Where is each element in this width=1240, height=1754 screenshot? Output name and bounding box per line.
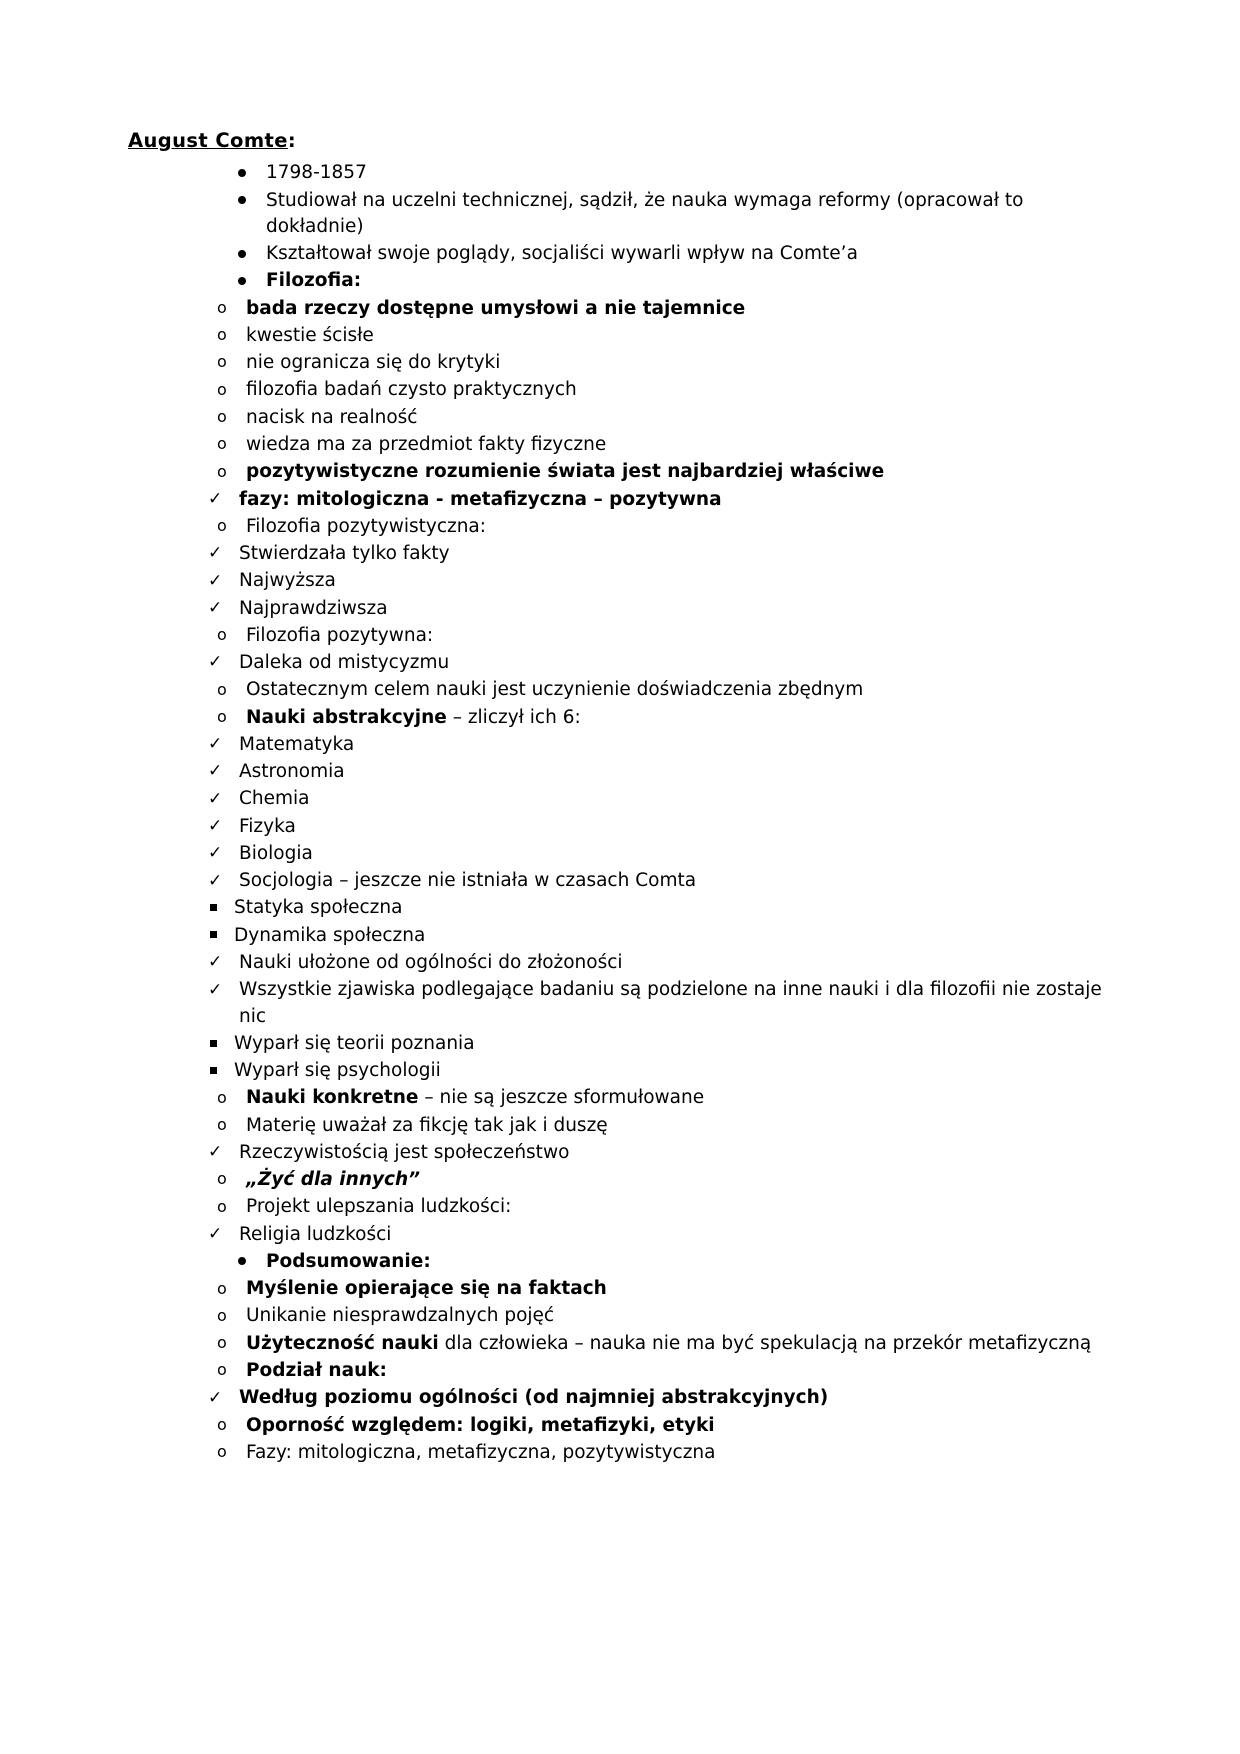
- bullet-level-3-icon: ✓: [208, 1142, 223, 1163]
- outline-item-text: Daleka od mistycyzmu: [239, 652, 450, 674]
- outline-item-text: Astronomia: [239, 761, 345, 783]
- outline-item: [212, 1413, 1120, 1439]
- bullet-level-4-icon: [210, 1067, 217, 1074]
- outline-item: [212, 1113, 1120, 1139]
- bullet-level-2-icon: o: [217, 1414, 227, 1434]
- bullet-level-2-icon: o: [217, 516, 227, 536]
- bullet-level-2-icon: o: [217, 297, 227, 317]
- outline-item: [212, 1276, 1120, 1302]
- outline-item-text: pozytywistyczne rozumienie świata jest najbardziej właściwe: [246, 461, 885, 483]
- outline-item: [212, 323, 1120, 349]
- outline-item-lead: Nauki konkretne: [246, 1087, 419, 1109]
- outline-item-text: Projekt ulepszania ludzkości:: [246, 1196, 512, 1218]
- bullet-level-3-icon: ✓: [208, 1224, 223, 1244]
- outline-item-text: kwestie ścisłe: [246, 324, 374, 346]
- bullet-level-2-icon: o: [217, 352, 227, 372]
- outline-item-text: Najprawdziwsza: [239, 597, 388, 619]
- outline-level-3: [128, 1140, 1120, 1166]
- bullet-level-3-icon: ✓: [208, 652, 223, 673]
- outline-item: [206, 786, 1120, 812]
- outline-item: [206, 814, 1120, 840]
- outline-item-text: fazy: mitologiczna - metafizyczna – pozytywna: [239, 488, 722, 510]
- bullet-level-2-icon: o: [217, 1114, 227, 1134]
- bullet-level-3-icon: ✓: [208, 734, 223, 755]
- outline-item: [202, 895, 1120, 921]
- outline-level-3: [128, 650, 1120, 676]
- outline-item: [202, 1031, 1120, 1057]
- outline-level-3: [128, 732, 1120, 1084]
- outline-level-2: [128, 296, 1120, 1248]
- outline-item: [232, 188, 1120, 241]
- outline-item-text: Filozofia pozytywna:: [246, 624, 434, 646]
- bullet-level-2-icon: o: [217, 434, 227, 454]
- outline-item-text: Najwyższa: [239, 570, 336, 592]
- outline-item-text: Kształtował swoje poglądy, socjaliści wywarli wpływ na Comte’a: [266, 243, 858, 265]
- outline-item-text: Podział nauk:: [246, 1360, 387, 1381]
- outline-item-text: Podsumowanie:: [266, 1250, 431, 1272]
- outline-level-4: [128, 895, 1120, 949]
- bullet-level-2-icon: o: [217, 1196, 227, 1216]
- outline-item: [212, 1440, 1120, 1466]
- outline-item-text: Fazy: mitologiczna, metafizyczna, pozytywistyczna: [246, 1441, 716, 1463]
- outline-item-text: Socjologia – jeszcze nie istniała w czasach Comta: [239, 870, 697, 892]
- outline-item-text: Biologia: [239, 842, 313, 864]
- outline-item: [212, 1167, 1120, 1193]
- outline-item: [212, 296, 1120, 322]
- bullet-level-3-icon: ✓: [208, 843, 223, 864]
- bullet-level-3-icon: ✓: [208, 870, 223, 891]
- outline-item: [232, 241, 1120, 267]
- outline-item-text: Myślenie opierające się na faktach: [246, 1278, 607, 1300]
- outline-item-text: Według poziomu ogólności (od najmniej abstrakcyjnych): [239, 1387, 829, 1409]
- outline-item-text: Studiował na uczelni technicznej, sądził, że nauka wymaga reformy (opracował to dokładnie): [266, 189, 1024, 237]
- outline-item-text: nie ogranicza się do krytyki: [246, 352, 501, 374]
- outline-item-text: filozofia badań czysto praktycznych: [246, 379, 577, 401]
- outline-item-text: Matematyka: [239, 733, 355, 755]
- outline-item-text: bada rzeczy dostępne umysłowi a nie tajemnice: [246, 297, 746, 319]
- outline-item: [206, 568, 1120, 594]
- bullet-level-2-icon: o: [217, 679, 227, 699]
- outline-item: [212, 459, 1120, 485]
- outline-item: [212, 514, 1120, 540]
- outline-item-text: Materię uważał za fikcję tak jak i duszę: [246, 1114, 608, 1136]
- outline-level-3: [128, 541, 1120, 622]
- outline-item-text: „Żyć dla innych”: [246, 1169, 421, 1191]
- outline-item-text: 1798-1857: [266, 162, 367, 184]
- outline-item: [212, 1303, 1120, 1329]
- outline-item-text: Filozofia pozytywistyczna:: [246, 515, 487, 537]
- bullet-level-2-icon: o: [217, 625, 227, 645]
- bullet-level-3-icon: ✓: [208, 543, 223, 564]
- outline-item-text: Wszystkie zjawiska podlegające badaniu są podzielone na inne nauki i dla filozofii nie zostaje nic: [239, 979, 1102, 1027]
- outline-item: [212, 350, 1120, 376]
- bullet-level-2-icon: o: [217, 379, 227, 399]
- outline-item-text: Ostatecznym celem nauki jest uczynienie doświadczenia zbędnym: [246, 679, 864, 701]
- outline-item: [206, 1222, 1120, 1248]
- outline-item-text: Wyparł się teorii poznania: [234, 1032, 475, 1054]
- outline-level-3: [128, 1385, 1120, 1411]
- bullet-level-2-icon: o: [217, 1169, 227, 1189]
- bullet-level-3-icon: ✓: [208, 952, 223, 973]
- bullet-level-3-icon: ✓: [208, 570, 223, 591]
- outline-item: [206, 841, 1120, 867]
- outline-level-3: [128, 1222, 1120, 1248]
- outline-item: [212, 1358, 1120, 1384]
- outline-item-text: – zliczył ich 6:: [446, 706, 581, 728]
- bullet-level-1-icon: [238, 169, 246, 177]
- outline-item: [206, 950, 1120, 976]
- outline-item: [206, 596, 1120, 622]
- bullet-level-2-icon: o: [217, 1333, 227, 1353]
- outline-item: [212, 1085, 1120, 1111]
- bullet-level-4-icon: [210, 1040, 217, 1047]
- outline-item-text: Stwierdzała tylko fakty: [239, 543, 450, 565]
- outline-item-text: Chemia: [239, 788, 310, 810]
- outline-item: [212, 1194, 1120, 1220]
- outline-item-text: Wyparł się psychologii: [234, 1060, 441, 1082]
- outline-item: [202, 1058, 1120, 1084]
- bullet-level-2-icon: o: [217, 1442, 227, 1462]
- bullet-level-4-icon: [210, 931, 217, 938]
- bullet-level-2-icon: o: [217, 407, 227, 427]
- outline-item-text: nacisk na realność: [246, 406, 418, 428]
- page-title-text: August Comte: [128, 129, 288, 152]
- outline-item-text: – nie są jeszcze sformułowane: [418, 1087, 705, 1109]
- outline-item-lead: Użyteczność nauki: [246, 1332, 439, 1354]
- bullet-level-2-icon: o: [217, 1278, 227, 1298]
- outline-list: [128, 160, 1120, 1466]
- outline-item: [206, 977, 1120, 1030]
- outline-item: [232, 160, 1120, 186]
- outline-item: [212, 432, 1120, 458]
- bullet-level-3-icon: ✓: [208, 816, 223, 837]
- outline-item-text: Rzeczywistością jest społeczeństwo: [239, 1141, 570, 1163]
- outline-item-text: Filozofia:: [266, 270, 362, 292]
- outline-level-2: [128, 1276, 1120, 1466]
- outline-item-text: wiedza ma za przedmiot fakty fizyczne: [246, 433, 607, 455]
- bullet-level-3-icon: ✓: [208, 1387, 223, 1408]
- bullet-level-3-icon: ✓: [208, 488, 223, 509]
- outline-item-text: Oporność względem: logiki, metafizyki, etyki: [246, 1414, 715, 1436]
- bullet-level-2-icon: o: [217, 1087, 227, 1107]
- outline-item: [212, 623, 1120, 649]
- outline-level-4: [128, 1031, 1120, 1085]
- outline-level-1: [128, 160, 1120, 1466]
- bullet-level-3-icon: ✓: [208, 788, 223, 809]
- outline-item-text: Dynamika społeczna: [234, 924, 426, 946]
- bullet-level-2-icon: o: [217, 461, 227, 481]
- outline-item: [212, 705, 1120, 731]
- bullet-level-2-icon: o: [217, 1305, 227, 1325]
- outline-item: [206, 650, 1120, 676]
- bullet-level-3-icon: ✓: [208, 597, 223, 618]
- page-title-colon: :: [287, 129, 297, 152]
- bullet-level-1-icon: [238, 250, 246, 258]
- outline-item: [206, 1140, 1120, 1166]
- outline-item-lead: Nauki abstrakcyjne: [246, 706, 447, 728]
- bullet-level-3-icon: ✓: [208, 979, 223, 1000]
- bullet-level-2-icon: o: [217, 1360, 227, 1380]
- bullet-level-1-icon: [238, 1257, 246, 1265]
- outline-item: [212, 405, 1120, 431]
- outline-item: [206, 541, 1120, 567]
- bullet-level-2-icon: o: [217, 706, 227, 726]
- outline-item-text: Statyka społeczna: [234, 897, 403, 919]
- outline-item: [212, 677, 1120, 703]
- outline-item-text: dla człowieka – nauka nie ma być spekulacją na przekór metafizyczną: [438, 1332, 1092, 1354]
- outline-item-text: Religia ludzkości: [239, 1223, 392, 1245]
- outline-item-text: Fizyka: [239, 815, 296, 837]
- outline-item: [206, 487, 1120, 513]
- outline-item: [206, 732, 1120, 758]
- outline-item: [212, 1331, 1120, 1357]
- outline-item-text: Unikanie niesprawdzalnych pojęć: [246, 1305, 555, 1327]
- bullet-level-1-icon: [238, 196, 246, 204]
- outline-item: [206, 759, 1120, 785]
- outline-item: [232, 268, 1120, 294]
- outline-item: [232, 1249, 1120, 1275]
- outline-item: [206, 868, 1120, 894]
- outline-item-text: Nauki ułożone od ogólności do złożoności: [239, 952, 623, 974]
- outline-item: [212, 377, 1120, 403]
- outline-item: [206, 1385, 1120, 1411]
- page-title: [128, 128, 1120, 154]
- outline-level-3: [128, 487, 1120, 513]
- bullet-level-1-icon: [238, 277, 246, 285]
- bullet-level-2-icon: o: [217, 325, 227, 345]
- bullet-level-3-icon: ✓: [208, 761, 223, 782]
- bullet-level-4-icon: [210, 904, 217, 911]
- outline-item: [202, 923, 1120, 949]
